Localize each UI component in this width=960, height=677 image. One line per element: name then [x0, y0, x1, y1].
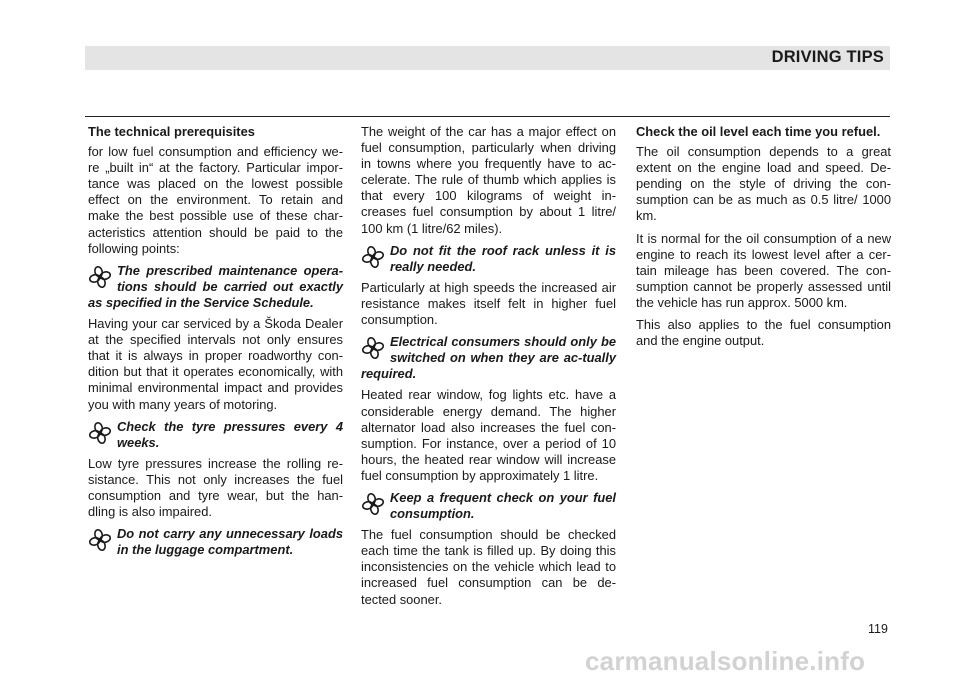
tip: [361, 243, 616, 275]
tip: [88, 419, 343, 451]
watermark: carmanualsonline.info: [585, 646, 866, 676]
tip-text: Do not fit the roof rack unless it is really needed.: [390, 242, 616, 274]
eco-flower-icon: [88, 421, 114, 447]
tip-text: Check the tyre pressures every 4 weeks.: [117, 418, 343, 450]
tip: [88, 263, 343, 311]
paragraph: The weight of the car has a major effect on fuel consumption, particularly when driving in towns where you frequently have to ac-celerate. The rule of thumb which applies is that every 100 kilograms of weight in-creases fuel consumption by about 1 litre/ 100 km (1 litre/62 miles).: [361, 124, 616, 236]
tip: [361, 490, 616, 522]
paragraph: Heated rear window, fog lights etc. have a considerable energy demand. The higher alternator load also increases the fuel con-sumption. For instance, over a period of 10 hours, the heated rear window will increase fuel consumption by approximately 1 litre.: [361, 387, 616, 483]
paragraph: Particularly at high speeds the increased air resistance makes itself felt in higher fuel consumption.: [361, 279, 616, 328]
page-number: 119: [868, 622, 888, 636]
paragraph: Having your car serviced by a Škoda Dealer at the specified intervals not only ensures that it is always in proper roadworthy con-dition but that it operates economically, with minimal environmental impact and provides you with many years of motoring.: [88, 316, 343, 412]
column-2: [361, 124, 616, 614]
paragraph: Low tyre pressures increase the rolling re-sistance. This not only increases the fuel consumption and tyre wear, but the han-dling is also impaired.: [88, 455, 343, 520]
tip: [88, 526, 343, 558]
paragraph: This also applies to the fuel consumption and the engine output.: [636, 317, 891, 349]
eco-flower-icon: [88, 528, 114, 554]
page-header-title: DRIVING TIPS: [771, 48, 884, 66]
paragraph: The oil consumption depends to a great extent on the engine load and speed. De-pending on the style of driving the con-sumption can be as much as 0.5 litre/ 1000 km.: [636, 144, 891, 224]
tip: [361, 334, 616, 382]
eco-flower-icon: [361, 492, 387, 518]
tip-text: Electrical consumers should only be switched on when they are ac-tually required.: [361, 334, 616, 382]
tip-text: Keep a frequent check on your fuel consumption.: [390, 489, 616, 522]
paragraph: The fuel consumption should be checked each time the tank is filled up. By doing this inconsistencies on the vehicle which lead to increased fuel consumption can be de-tected sooner.: [361, 527, 616, 607]
section-heading: Check the oil level each time you refuel.: [636, 124, 881, 139]
column-3: [636, 124, 891, 355]
tip-text: The prescribed maintenance opera-tions should be carried out exactly as specified in the Service Schedule.: [88, 262, 343, 310]
column-1: [88, 124, 343, 563]
eco-flower-icon: [361, 336, 387, 362]
eco-flower-icon: [361, 245, 387, 271]
section-heading: The technical prerequisites: [88, 124, 255, 139]
header-band: [85, 46, 890, 70]
eco-flower-icon: [88, 265, 114, 291]
paragraph: It is normal for the oil consumption of a new engine to reach its lowest level after a cer-tain mileage has been covered. The con-sumption cannot be properly assessed until the vehicle has run approx. 5000 km.: [636, 230, 891, 310]
paragraph: for low fuel consumption and efficiency we-re „built in“ at the factory. Particular impor-tance was placed on the lowest possible effect on the environment. To retain and make the best possible use of these char-acteristics attention should be paid to the following points:: [88, 144, 343, 256]
tip-text: Do not carry any unnecessary loads in the luggage compartment.: [117, 526, 343, 558]
header-rule: [85, 116, 890, 117]
